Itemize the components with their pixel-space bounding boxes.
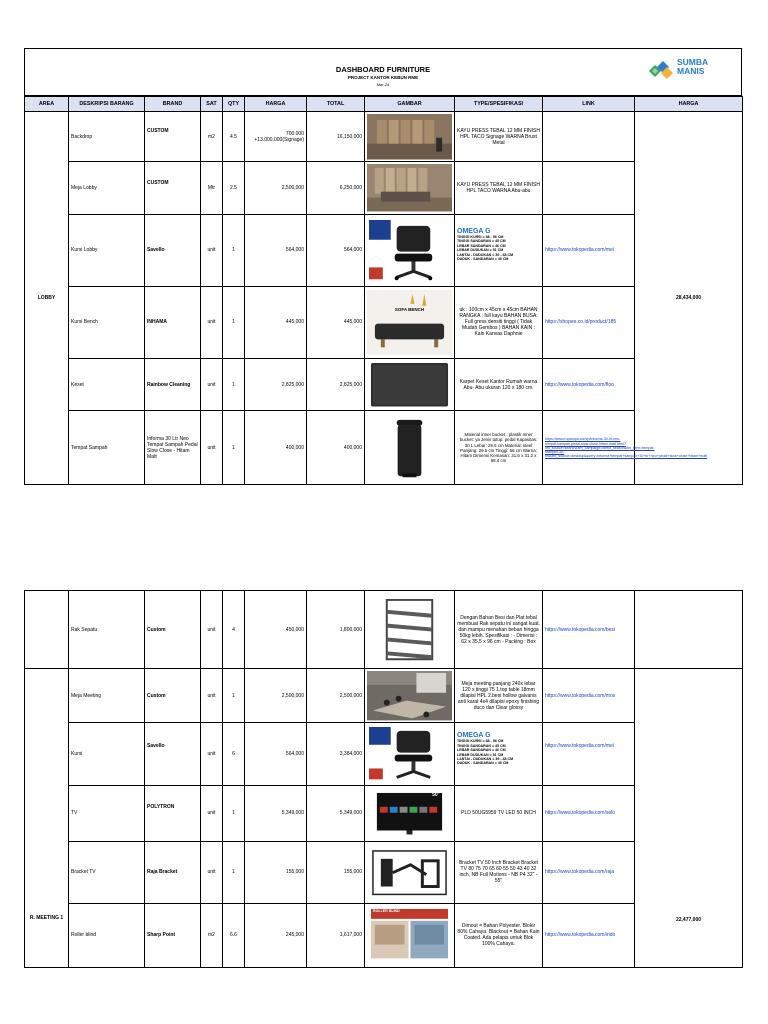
desc-cell: Keset	[69, 358, 145, 410]
col-qty: QTY	[223, 97, 245, 112]
harga-cell: 445,000	[245, 286, 307, 358]
report-header	[24, 48, 742, 96]
col-total: TOTAL	[307, 97, 365, 112]
trash-bin-icon	[367, 414, 452, 481]
qty-cell: 2.5	[223, 162, 245, 214]
meeting-room-photo	[365, 669, 455, 723]
link-cell[interactable]	[543, 112, 635, 162]
total-cell: 2,500,000	[307, 669, 365, 723]
harga-cell: 700.000 +13.000.000(Signage)	[245, 112, 307, 162]
omega-spec-line: LANTAI - DUDUKAN = 39 - 48 CM	[457, 757, 514, 762]
omega-spec-line: TINGGI KURSI = 88 - 96 CM	[457, 739, 504, 744]
omega-spec-line: TINGGI SANDARAN = 45 CM	[457, 239, 506, 244]
omega-model: OMEGA G	[457, 732, 491, 740]
harga-cell: 5,349,000	[245, 785, 307, 841]
sat-cell: unit	[201, 214, 223, 286]
spec-cell: KAYU PRESS TEBAL 12 MM FINISH HPL TACO WARNA Abu-abu	[455, 162, 543, 214]
area-total-meeting: 22,477,000	[635, 669, 743, 968]
omega-spec-line: TINGGI SANDARAN = 45 CM	[457, 743, 506, 748]
area-cell-continued	[25, 591, 69, 669]
desc-cell: Backdrop	[69, 112, 145, 162]
area-total-continued	[635, 591, 743, 669]
lobby-desk-photo	[365, 162, 455, 214]
office-chair-photo	[365, 723, 455, 785]
desc-cell: Meja Lobby	[69, 162, 145, 214]
total-cell: 2,825,000	[307, 358, 365, 410]
link-cell[interactable]: https://www.tokopedia.com/raja	[543, 841, 635, 903]
harga-cell: 2,500,000	[245, 669, 307, 723]
sat-cell: unit	[201, 286, 223, 358]
roller-blind-photo	[365, 903, 455, 967]
sat-cell: Mtr	[201, 162, 223, 214]
qty-cell: 1	[223, 841, 245, 903]
harga-cell: 400,000	[245, 411, 307, 485]
qty-cell: 1	[223, 785, 245, 841]
desc-cell: Kursi Bench	[69, 286, 145, 358]
report-date: Mar-24	[376, 82, 390, 87]
link-cell[interactable]: https://www.tokopedia.com/mei	[543, 723, 635, 785]
backdrop-image	[367, 114, 452, 159]
omega-spec-line: TINGGI KURSI = 88 - 96 CM	[457, 234, 504, 239]
desc-cell: Roller blind	[69, 903, 145, 967]
door-mat-icon	[367, 361, 452, 408]
total-cell: 155,000	[307, 841, 365, 903]
spec-cell: Bracket TV 50 Inch Bracket Bracket TV 80 75 70 65 60 55 50 43 40 32 inch, NB Full Motions - NB P4 32" - 55"	[455, 841, 543, 903]
qty-cell: 6	[223, 723, 245, 785]
roller-blind-label: ROLLER BLIND	[373, 908, 400, 913]
brand-cell: Rainbow Cleaning	[145, 358, 201, 410]
desc-cell: Bracket TV	[69, 841, 145, 903]
report-title: DASHBOARD FURNITURE	[335, 65, 431, 74]
sat-cell: unit	[201, 411, 223, 485]
omega-spec-line: LANTAI - DUDUKAN = 39 - 48 CM	[457, 252, 514, 257]
omega-spec-line: DUDUK - SANDARAN = 40 CM	[457, 256, 509, 261]
omega-spec-card	[455, 723, 543, 785]
harga-cell: 155,000	[245, 841, 307, 903]
desc-cell: Tempat Sampah	[69, 411, 145, 485]
sat-cell: m2	[201, 112, 223, 162]
omega-model: OMEGA G	[457, 227, 491, 235]
total-cell: 400,000	[307, 411, 365, 485]
link-cell[interactable]: https://www.tokopedia.com/mos	[543, 669, 635, 723]
link-cell[interactable]: https://www.ruparupa.com/p/informa-30-ltr-neo-tempat-sampah-pedal-slow-close-hitam-matt.html?itm_source=search&itm_campaign=direct_search&itm_term=tempat-sampah-30-ltr&utm_source=desktop&query=informa+tempat+sampah+30+ltr+neo+pedal+slow+close+hitam+matt	[543, 411, 635, 485]
sat-cell: unit	[201, 841, 223, 903]
col-area: AREA	[25, 97, 69, 112]
television-photo	[365, 785, 455, 841]
link-cell[interactable]: https://www.tokopedia.com/selo	[543, 785, 635, 841]
table-header-row	[25, 97, 743, 112]
total-cell: 16,150,000	[307, 112, 365, 162]
brand-cell: CUSTOM	[145, 112, 201, 162]
sofa-bench-icon	[367, 290, 452, 355]
furniture-table-page-2	[24, 590, 743, 968]
desc-cell: TV	[69, 785, 145, 841]
sat-cell: unit	[201, 723, 223, 785]
harga-cell: 564,000	[245, 723, 307, 785]
spec-cell: Dengan Bahan Besi dan Plat tebal membuat Rak sepatu ini sangat kuat. dan mampu menahan beban hingga 50kg lebih. Spesifikasi : - Dimensi : 62 x 35,5 x 96 cm - Packing : Box	[455, 591, 543, 669]
backdrop-photo	[365, 112, 455, 162]
report-subtitle: PROJECT KANTOR KEBUN RME	[347, 75, 419, 80]
brand-cell: Savello	[145, 723, 201, 785]
brand-cell: Raja Bracket	[145, 841, 201, 903]
brand-cell: INHAMA	[145, 286, 201, 358]
total-cell: 564,000	[307, 214, 365, 286]
col-sat: SAT	[201, 97, 223, 112]
link-cell[interactable]: https://www.tokopedia.com/besi	[543, 591, 635, 669]
brand-cell: POLYTRON	[145, 785, 201, 841]
qty-cell: 1	[223, 411, 245, 485]
sat-cell: unit	[201, 591, 223, 669]
qty-cell: 4	[223, 591, 245, 669]
harga-cell: 245,000	[245, 903, 307, 967]
link-cell[interactable]: https://www.tokopedia.com/indo	[543, 903, 635, 967]
spec-cell: Material inner bucket : plastik Inner bucket: ya Jenis tutup: pedal Kapasitas: 30 L Lebar: 29.5 cm Material: steel Panjang: 29.5 cm Tinggi: 66 cm Warna: Hitam Dimensi Kemasan: 31.6 x 31.2 x 68.4 cm	[455, 411, 543, 485]
omega-spec-line: LEBAR DUDUKAN = 51 CM	[457, 248, 504, 253]
leaf-logo-icon	[647, 57, 675, 81]
sat-cell: unit	[201, 669, 223, 723]
sofa-bench-label: SOFA BENCH	[394, 306, 425, 312]
spec-cell: PLD 50UG5959 TV LED 50 INCH	[455, 785, 543, 841]
sofa-bench-photo	[365, 286, 455, 358]
col-deskripsi: DESKRIPSI BARANG	[69, 97, 145, 112]
col-gambar: GAMBAR	[365, 97, 455, 112]
office-chair-icon	[367, 218, 452, 283]
office-chair-photo	[365, 214, 455, 286]
tv-bracket-icon	[367, 845, 452, 900]
link-cell[interactable]: https://www.tokopedia.com/mei	[543, 214, 635, 286]
harga-cell: 564,000	[245, 214, 307, 286]
table-row	[25, 591, 743, 669]
logo-line-2: MANIS	[677, 66, 705, 76]
col-harga: HARGA	[245, 97, 307, 112]
link-cell[interactable]	[543, 162, 635, 214]
qty-cell: 1	[223, 214, 245, 286]
col-brand: BRAND	[145, 97, 201, 112]
shoe-rack-photo	[365, 591, 455, 669]
brand-cell: Custom	[145, 591, 201, 669]
brand-cell: Informa 30 Ltr Neo Tempat Sampah Pedal Slow Close - Hitam Matt	[145, 411, 201, 485]
total-cell: 3,384,000	[307, 723, 365, 785]
total-cell: 6,250,000	[307, 162, 365, 214]
total-cell: 445,000	[307, 286, 365, 358]
brand-cell: Savello	[145, 214, 201, 286]
tv-bracket-photo	[365, 841, 455, 903]
table-row	[25, 669, 743, 723]
qty-cell: 4.5	[223, 112, 245, 162]
omega-spec-line: LEBAR DUDUKAN = 51 CM	[457, 752, 504, 757]
desc-cell: Kursi Lobby	[69, 214, 145, 286]
furniture-table-page-1	[24, 96, 743, 485]
sat-cell: unit	[201, 785, 223, 841]
office-chair-icon	[367, 725, 452, 782]
omega-spec-line: LEBAR SANDARAN = 46 CM	[457, 748, 506, 753]
sat-cell: m2	[201, 903, 223, 967]
spec-cell: uk : 100cm x 45cm x 45cm BAHAN RANGKA : full kayu BAHAN BUSA: Full gress densiti tinggi ( Tidak Mudah Gembos ) BAHAN KAIN : Kain Kanvas Daphnie	[455, 286, 543, 358]
door-mat-photo	[365, 358, 455, 410]
spec-cell: KAYU PRESS TEBAL 12 MM FINISH HPL TACO Signage WARNA Brust Metal	[455, 112, 543, 162]
omega-spec-card	[455, 214, 543, 286]
harga-cell: 2,825,000	[245, 358, 307, 410]
qty-cell: 1	[223, 358, 245, 410]
shoe-rack-icon	[367, 594, 452, 665]
spec-cell: Karpet Keset Kantor Rumah warna Abu- Abu ukuran 120 x 180 cm.	[455, 358, 543, 410]
brand-cell: Custom	[145, 669, 201, 723]
logo-line-1: SUMBA	[677, 57, 709, 67]
desc-cell: Meja Meeting	[69, 669, 145, 723]
company-logo	[647, 55, 725, 83]
link-cell[interactable]: https://shopee.co.id/product/185	[543, 286, 635, 358]
total-cell: 5,349,000	[307, 785, 365, 841]
spec-cell: Meja meeting panjang 240x lebar 120 x tinggi 75 1.top table 18mm dilapisi HPL 2.besi hollow galvanis anti karat 4x4 dilapisi epoxy finishing duco dan Clear glossy	[455, 669, 543, 723]
col-link: LINK	[543, 97, 635, 112]
area-cell-meeting: R. MEETING 1	[25, 669, 69, 968]
trash-bin-photo	[365, 411, 455, 485]
omega-spec-line: DUDUK - SANDARAN = 40 CM	[457, 761, 509, 766]
link-cell[interactable]: https://www.tokopedia.com/floo	[543, 358, 635, 410]
desc-cell: Rak Sepatu	[69, 591, 145, 669]
brand-cell: Sharp Point	[145, 903, 201, 967]
sat-cell: unit	[201, 358, 223, 410]
total-cell: 1,617,000	[307, 903, 365, 967]
meeting-room-image	[367, 671, 452, 720]
col-type-spesifikasi: TYPE/SPESIFIKASI	[455, 97, 543, 112]
lobby-desk-image	[367, 164, 452, 211]
brand-cell: CUSTOM	[145, 162, 201, 214]
qty-cell: 6.6	[223, 903, 245, 967]
spec-cell: Dimout = Bahan Polyester. Blokir 80% Cahaya. Blackout = Bahan Kain Coated. Ada pelapis untuk Blok 100% Cahaya.	[455, 903, 543, 967]
area-cell-lobby: LOBBY	[25, 112, 69, 485]
omega-spec-line: LEBAR SANDARAN = 46 CM	[457, 243, 506, 248]
area-total-lobby: 28,434,000	[635, 112, 743, 485]
desc-cell: Kursi	[69, 723, 145, 785]
harga-cell: 450,000	[245, 591, 307, 669]
roller-blind-icon	[367, 907, 452, 964]
harga-cell: 2,500,000	[245, 162, 307, 214]
total-cell: 1,800,000	[307, 591, 365, 669]
qty-cell: 1	[223, 669, 245, 723]
table-row	[25, 112, 743, 162]
qty-cell: 1	[223, 286, 245, 358]
tv-size-label: 50"	[432, 791, 440, 798]
col-harga-total: HARGA	[635, 97, 743, 112]
